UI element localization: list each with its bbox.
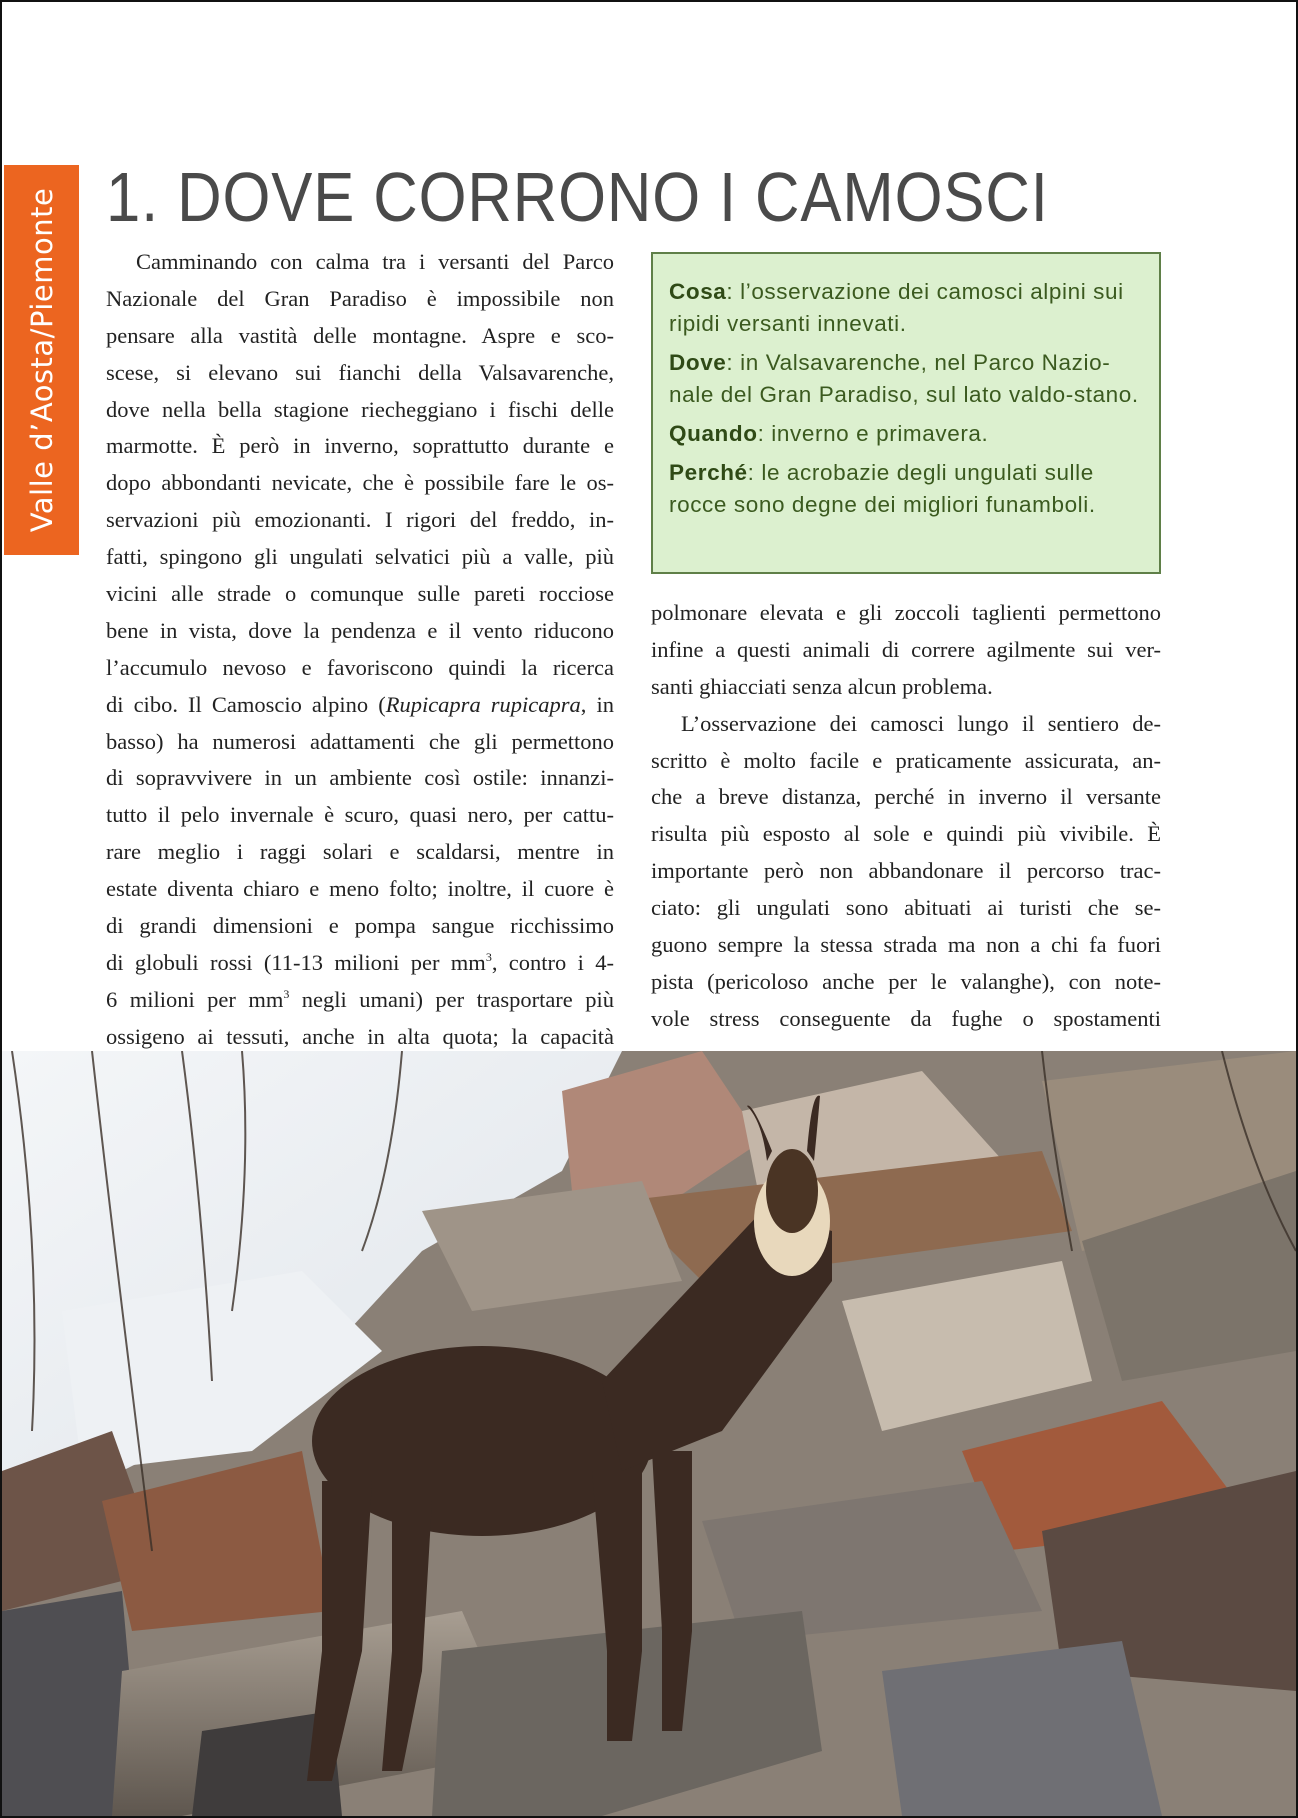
text-line	[106, 687, 614, 724]
text-segment: vicini alle strade o comunque sulle pareti rocciose	[106, 581, 614, 607]
info-perche: Perché: le acrobazie degli ungulati sulle rocce sono degne dei migliori funamboli.	[669, 460, 1096, 517]
text-segment: , in	[580, 691, 614, 717]
text-segment: guono sempre la stessa strada ma non a chi fa fuori	[651, 932, 1161, 958]
text-line	[651, 595, 1161, 632]
text-segment: dove nella bella stagione riecheggiano i fischi delle	[106, 396, 614, 422]
text-line	[106, 724, 614, 761]
text-line	[106, 502, 614, 539]
text-segment: estate diventa chiaro e meno folto; inoltre, il cuore è	[106, 876, 614, 902]
text-line	[106, 576, 614, 613]
text-line	[651, 632, 1161, 669]
text-line	[651, 890, 1161, 927]
text-segment: marmotte. È però in inverno, soprattutto durante e	[106, 433, 614, 459]
text-segment: infine a questi animali di correre agilmente sui ver-	[651, 636, 1161, 662]
text-line	[106, 244, 614, 281]
text-segment: santi ghiacciati senza alcun problema.	[651, 673, 993, 699]
text-line	[651, 927, 1161, 964]
text-line	[106, 982, 614, 1019]
info-box	[651, 252, 1161, 574]
text-segment: di sopravvivere in un ambiente così ostile: innanzi-	[106, 765, 614, 791]
text-line	[106, 871, 614, 908]
text-line	[106, 613, 614, 650]
right-column-text	[651, 595, 1161, 1038]
text-segment: scritto è molto facile e praticamente assicurata, an-	[651, 747, 1161, 773]
text-line	[106, 908, 614, 945]
text-line	[651, 743, 1161, 780]
text-line	[106, 428, 614, 465]
text-segment: fatti, spingono gli ungulati selvatici più a valle, più	[106, 544, 614, 570]
text-line	[106, 945, 614, 982]
text-segment: dopo abbondanti nevicate, che è possibile fare le os-	[106, 470, 614, 496]
page-title: 1. DOVE CORRONO I CAMOSCI	[106, 158, 1049, 236]
text-segment: basso) ha numerosi adattamenti che gli permettono	[106, 728, 614, 754]
text-line	[106, 281, 614, 318]
text-segment: Camminando con calma tra i versanti del Parco	[136, 249, 614, 274]
text-segment: vole stress conseguente da fughe o spostamenti	[651, 1005, 1161, 1031]
text-segment: di globuli rossi (11-13 milioni per mm	[106, 949, 486, 975]
text-line	[651, 779, 1161, 816]
text-line	[651, 1001, 1161, 1038]
text-line	[651, 853, 1161, 890]
text-line	[106, 392, 614, 429]
text-segment: rare meglio i raggi solari e scaldarsi, mentre in	[106, 839, 614, 865]
text-segment: 3	[283, 986, 290, 1001]
text-line	[651, 964, 1161, 1001]
region-tab	[4, 165, 79, 555]
region-tab-label: Valle d’Aosta/Piemonte	[24, 187, 59, 533]
text-segment: di grandi dimensioni e pompa sangue ricchissimo	[106, 913, 614, 939]
text-segment: Nazionale del Gran Paradiso è impossibile non	[106, 285, 614, 311]
text-segment: pista (pericoloso anche per le valanghe), con note-	[651, 968, 1161, 994]
text-segment: negli umani) per trasportare più	[289, 986, 614, 1012]
text-line	[106, 318, 614, 355]
text-segment: che a breve distanza, perché in inverno il versante	[651, 784, 1161, 810]
text-segment: polmonare elevata e gli zoccoli taglienti permettono	[651, 600, 1161, 625]
text-line	[106, 539, 614, 576]
text-segment: L’osservazione dei camosci lungo il sentiero de-	[681, 710, 1161, 736]
text-line	[651, 669, 1161, 706]
info-quando: Quando: inverno e primavera.	[669, 421, 989, 446]
text-line	[106, 834, 614, 871]
info-cosa: Cosa: l’osservazione dei camosci alpini sui ripidi versanti innevati.	[669, 279, 1124, 336]
species-name: Rupicapra rupicapra	[385, 691, 581, 717]
text-line	[651, 706, 1161, 743]
text-segment: bene in vista, dove la pendenza e il vento riducono	[106, 617, 614, 643]
info-dove: Dove: in Valsavarenche, nel Parco Nazio-nale del Gran Paradiso, sul lato valdo-stano.	[669, 350, 1139, 407]
text-segment: l’accumulo nevoso e favoriscono quindi la ricerca	[106, 654, 614, 680]
text-segment: di cibo. Il Camoscio alpino (	[106, 691, 386, 717]
text-line	[106, 760, 614, 797]
text-line	[106, 797, 614, 834]
text-segment: ciato: gli ungulati sono abituati ai turisti che se-	[651, 895, 1161, 921]
text-segment: importante però non abbandonare il percorso trac-	[651, 858, 1161, 884]
left-column-text	[106, 244, 614, 1056]
text-segment: tutto il pelo invernale è scuro, quasi nero, per cattu-	[106, 802, 614, 828]
text-segment: pensare alla vastità delle montagne. Aspre e sco-	[106, 322, 614, 348]
text-segment: scese, si elevano sui fianchi della Valsavarenche,	[106, 359, 614, 385]
text-line	[106, 465, 614, 502]
text-segment: servazioni più emozionanti. I rigori del freddo, in-	[106, 507, 614, 533]
chamois-photo	[2, 1051, 1296, 1816]
text-segment: ossigeno ai tessuti, anche in alta quota; la capacità	[106, 1023, 614, 1049]
text-line	[651, 816, 1161, 853]
text-segment: , contro i 4-	[491, 949, 614, 975]
text-line	[106, 355, 614, 392]
text-segment: 6 milioni per mm	[106, 986, 284, 1012]
text-segment: 3	[485, 949, 492, 964]
text-segment: risulta più esposto al sole e quindi più vivibile. È	[651, 821, 1161, 847]
text-line	[106, 650, 614, 687]
